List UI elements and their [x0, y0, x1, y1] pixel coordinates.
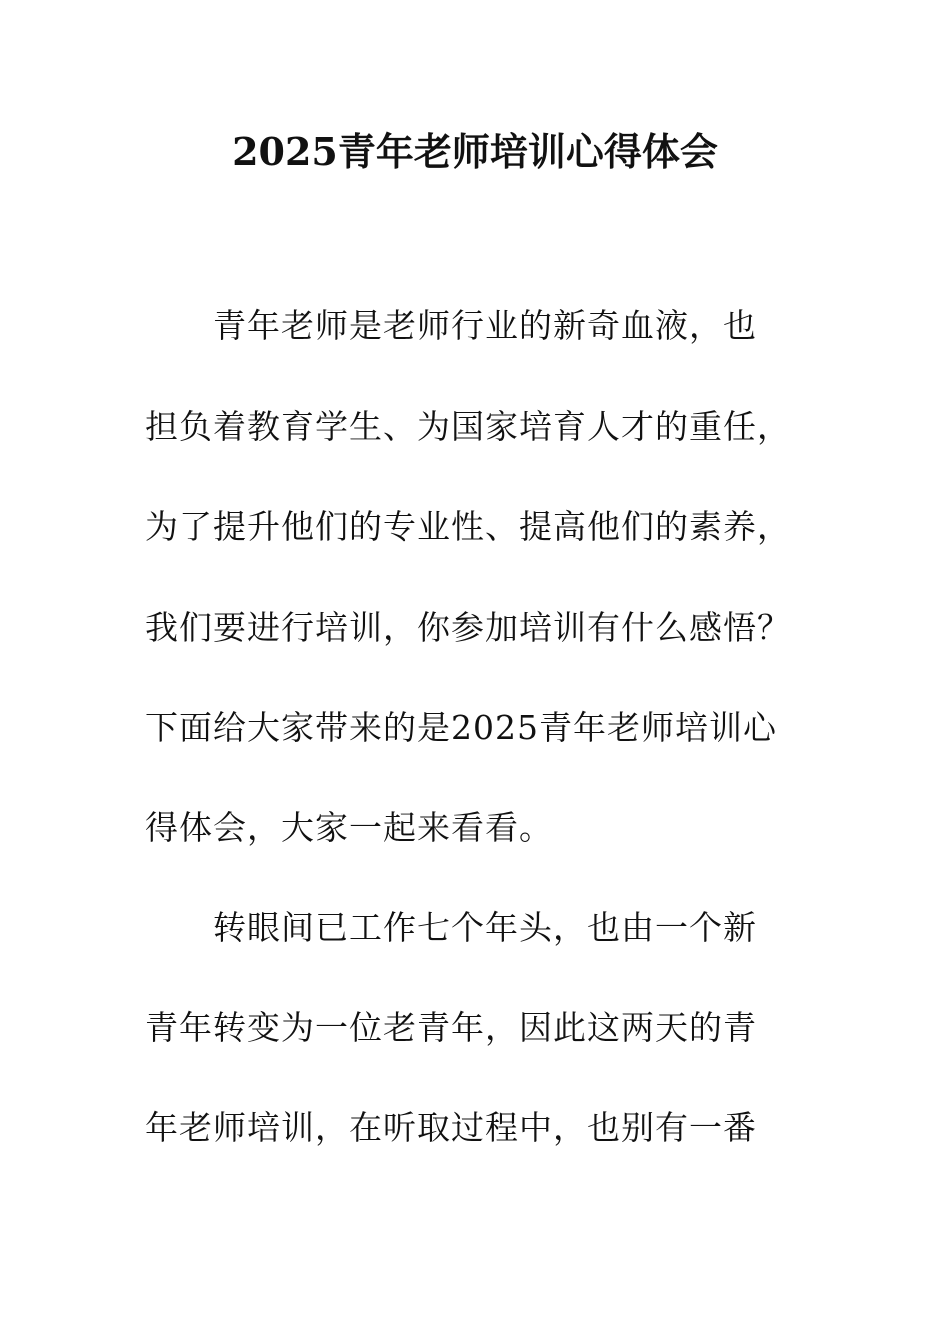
paragraph-line: 担负着教育学生、为国家培育人才的重任，	[145, 407, 791, 446]
document-title: 2025青年老师培训心得体会	[232, 129, 718, 174]
paragraph-line: 我们要进行培训，你参加培训有什么感悟？	[145, 608, 791, 647]
paragraph-line: 青年转变为一位老青年，因此这两天的青	[145, 1008, 757, 1047]
paragraph-line: 转眼间已工作七个年头，也由一个新	[213, 908, 757, 947]
paragraph-line: 青年老师是老师行业的新奇血液，也	[213, 306, 757, 345]
paragraph-line: 为了提升他们的专业性、提高他们的素养，	[145, 507, 791, 546]
paragraph-line: 年老师培训，在听取过程中，也别有一番	[145, 1108, 757, 1147]
paragraph-line: 得体会，大家一起来看看。	[145, 808, 553, 847]
paragraph-line: 下面给大家带来的是2025青年老师培训心	[145, 708, 777, 747]
